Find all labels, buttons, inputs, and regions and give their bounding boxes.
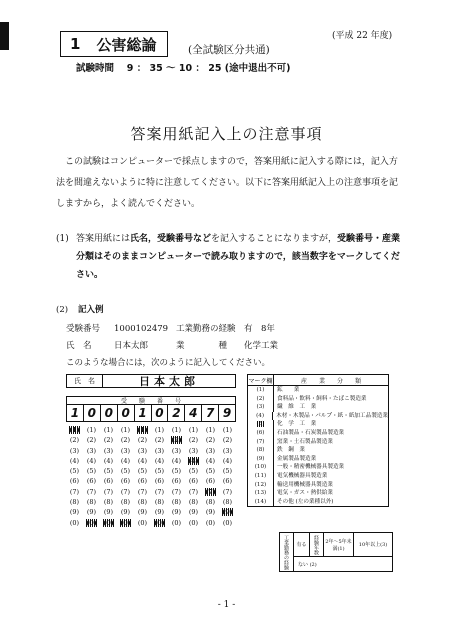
- bubble: (5): [154, 467, 165, 476]
- industry-mark: (3): [248, 403, 274, 412]
- bubble-row: [66, 446, 236, 456]
- bubble: (6): [69, 477, 80, 486]
- bubble: (3): [222, 446, 233, 455]
- mark-column-header: マーク欄: [248, 375, 274, 385]
- item-1-number: (1): [56, 234, 69, 244]
- industry-row: [248, 438, 388, 447]
- bubble-filled: (0): [154, 518, 165, 527]
- industry-mark: (6): [248, 429, 274, 438]
- bubble: (4): [205, 456, 216, 465]
- bubble-row: [66, 476, 236, 486]
- bubble: (4): [69, 456, 80, 465]
- bubble-filled: (9): [222, 508, 233, 517]
- bubble-filled: (4): [188, 456, 199, 465]
- bubble: (5): [222, 467, 233, 476]
- bubble: (2): [103, 436, 114, 445]
- industry-name: その他 (左の業種以外): [277, 498, 334, 505]
- bubble: (2): [86, 436, 97, 445]
- bubble: (9): [188, 508, 199, 517]
- bubble: (3): [205, 446, 216, 455]
- exam-digit: 0: [101, 405, 118, 421]
- exam-number-header: 受 験 番 号: [66, 396, 236, 405]
- bubble: (3): [120, 446, 131, 455]
- exam-digit: 0: [118, 405, 135, 421]
- example-exam-no-label: 受験番号: [66, 324, 101, 334]
- bubble: (6): [188, 477, 199, 486]
- exam-digit: 0: [84, 405, 101, 421]
- example-experience-label: 工業勤務の経験: [176, 324, 236, 334]
- bubble: (8): [222, 498, 233, 507]
- bubble: (8): [171, 498, 182, 507]
- industry-name: 化 学 工 業: [277, 421, 317, 428]
- bubble: (7): [103, 487, 114, 496]
- industry-mark: (1): [248, 386, 274, 395]
- bubble: (3): [103, 446, 114, 455]
- subject-box: [60, 31, 168, 57]
- industry-row: [248, 472, 388, 481]
- industry-row: [248, 498, 388, 507]
- exam-digit: 4: [185, 405, 202, 421]
- bubble-row: [66, 456, 236, 466]
- bubble: (1): [188, 426, 199, 434]
- industry-name: 輸送用機械器具製造業: [277, 481, 333, 488]
- industry-row: [248, 446, 388, 455]
- industry-row: [248, 395, 388, 404]
- bubble: (1): [120, 426, 131, 434]
- bubble: (8): [188, 498, 199, 507]
- bubble-row: [66, 507, 236, 517]
- bubble: (7): [188, 487, 199, 496]
- bubble: (0): [188, 518, 199, 527]
- bubble: (5): [205, 467, 216, 476]
- exam-digit: 1: [135, 405, 152, 421]
- work-experience-box: [279, 532, 393, 572]
- bubble: (9): [86, 508, 97, 517]
- bubble: (7): [69, 487, 80, 496]
- industry-name: 鉄 鋼 業: [277, 447, 305, 454]
- bubble: (7): [137, 487, 148, 496]
- bubble-row: [66, 425, 236, 435]
- bubble-filled: (0): [120, 518, 131, 527]
- industry-name: 食料品・飲料・飼料・たばこ製造業: [277, 395, 367, 402]
- industry-name: 木材・木製品・パルプ・紙・紙加工品製造業: [276, 412, 388, 419]
- industry-table-header: [248, 375, 388, 386]
- industry-name: 石油製品・石炭製品製造業: [277, 429, 345, 436]
- bubble: (1): [205, 426, 216, 434]
- industry-mark: (12): [248, 481, 274, 490]
- exam-year: (平成 22 年度): [332, 31, 393, 41]
- bubble: (4): [137, 456, 148, 465]
- bubble: (2): [205, 436, 216, 445]
- bubble: (0): [205, 518, 216, 527]
- bubble: (3): [137, 446, 148, 455]
- bubble: (3): [69, 446, 80, 455]
- bubble-filled: (0): [86, 518, 97, 527]
- bubble: (0): [171, 518, 182, 527]
- industry-name: 電気機械器具製造業: [277, 472, 328, 479]
- answer-sheet-example: [66, 374, 236, 534]
- exam-number-digits: [66, 405, 236, 422]
- example-industry-value: 化学工業: [244, 341, 279, 351]
- industry-mark: (9): [248, 455, 274, 464]
- bubble: (7): [154, 487, 165, 496]
- experience-body: [294, 533, 392, 571]
- example-industry-label: 業 種: [176, 341, 228, 351]
- bubble-filled: (1): [137, 426, 148, 434]
- industry-mark: (4): [248, 412, 273, 421]
- bubble: (1): [103, 426, 114, 434]
- exam-digit: 1: [67, 405, 84, 421]
- bubble: (8): [205, 498, 216, 507]
- industry-rows: [248, 386, 388, 506]
- bubble: (5): [86, 467, 97, 476]
- bubble-row: [66, 435, 236, 445]
- industry-column-header: 産 業 分 類: [300, 377, 361, 385]
- industry-name: 一般・精密機械器具製造業: [277, 464, 345, 471]
- bubble: (6): [137, 477, 148, 486]
- experience-yes-label: 有る: [294, 533, 310, 556]
- bubble: (3): [171, 446, 182, 455]
- bubble: (5): [137, 467, 148, 476]
- industry-name: 金属製品製造業: [277, 455, 317, 462]
- bubble: (3): [154, 446, 165, 455]
- industry-row: [248, 463, 388, 472]
- bubble: (5): [188, 467, 199, 476]
- black-margin-tab: [0, 22, 9, 50]
- bubble: (6): [222, 477, 233, 486]
- exam-number-bubble-grid: [66, 425, 236, 528]
- bubble: (7): [120, 487, 131, 496]
- industry-mark: (10): [248, 463, 274, 472]
- bubble: (9): [103, 508, 114, 517]
- subject-note: (全試験区分共通): [188, 44, 270, 56]
- page-title: 答案用紙記入上の注意事項: [130, 125, 323, 143]
- bubble: (2): [188, 436, 199, 445]
- exam-digit: 7: [202, 405, 219, 421]
- item-1-text-b: を記入することになりますが，: [211, 234, 338, 244]
- bubble: (4): [222, 456, 233, 465]
- bubble: (8): [154, 498, 165, 507]
- industry-name: 鉱 業: [277, 387, 300, 393]
- bubble-row: [66, 497, 236, 507]
- bubble: (3): [188, 446, 199, 455]
- bubble: (2): [69, 436, 80, 445]
- name-box: [66, 374, 236, 388]
- industry-mark: (14): [248, 498, 274, 507]
- bubble: (5): [120, 467, 131, 476]
- industry-name: 電気・ガス・熱供給業: [277, 490, 333, 497]
- industry-row: [248, 455, 388, 464]
- bubble: (7): [222, 487, 233, 496]
- bubble-filled: (0): [103, 518, 114, 527]
- example-instruction: このような場合には，次のように記入してください。: [66, 358, 271, 368]
- bubble: (9): [69, 508, 80, 517]
- exam-time: 試験時間 9 ： 35 〜 10 ： 25 (途中退出不可): [76, 63, 291, 74]
- example-name-value: 日本太郎: [114, 341, 149, 351]
- industry-row: [248, 386, 388, 395]
- bubble: (7): [171, 487, 182, 496]
- bubble-filled: (2): [171, 436, 182, 445]
- bubble: (5): [69, 467, 80, 476]
- bubble: (4): [120, 456, 131, 465]
- industry-mark-filled: (5): [248, 420, 274, 429]
- bubble: (5): [171, 467, 182, 476]
- industry-name: 窯業・土石製品製造業: [277, 438, 333, 445]
- exam-digit: 0: [152, 405, 169, 421]
- industry-row: [248, 420, 388, 429]
- bubble: (4): [171, 456, 182, 465]
- exam-digit: 9: [222, 406, 232, 420]
- experience-no-label: ない (2): [298, 561, 317, 568]
- bubble: (2): [137, 436, 148, 445]
- bubble: (1): [86, 426, 97, 434]
- experience-option-2: 10年以上(3): [358, 542, 388, 548]
- bubble: (4): [86, 456, 97, 465]
- bubble: (2): [222, 436, 233, 445]
- bubble: (9): [154, 508, 165, 517]
- bubble: (0): [222, 518, 233, 527]
- industry-classification-table: [247, 374, 389, 507]
- bubble: (8): [103, 498, 114, 507]
- page-number: - 1 -: [217, 600, 236, 610]
- item-1-bold-b: 受験番号・産業分類はそのままコンピューターで読み取りますので，該当数字をマークしてください。: [76, 234, 401, 280]
- industry-mark: (11): [248, 472, 274, 481]
- industry-row: [248, 403, 388, 412]
- bubble: (6): [120, 477, 131, 486]
- bubble: (0): [137, 518, 148, 527]
- experience-row-yes: [294, 533, 392, 557]
- experience-option-1: 2年〜5年未満(1): [324, 533, 354, 556]
- name-value: 日本太郎: [139, 375, 199, 388]
- industry-row: [248, 489, 388, 498]
- bubble: (0): [69, 518, 80, 527]
- industry-name: 繊 維 工 業: [277, 404, 317, 411]
- bubble: (1): [171, 426, 182, 434]
- item-2-heading: 記入例: [78, 305, 104, 315]
- bubble: (9): [205, 508, 216, 517]
- bubble: (8): [137, 498, 148, 507]
- industry-row: [248, 412, 388, 421]
- bubble: (2): [120, 436, 131, 445]
- experience-years-label: 経験年数: [310, 533, 324, 556]
- bubble-row: [66, 466, 236, 476]
- item-1-bold-a: 氏名，受験番号など: [130, 234, 212, 244]
- bubble-filled: (1): [69, 426, 80, 434]
- example-name-label: 氏 名: [66, 341, 92, 351]
- bubble: (9): [171, 508, 182, 517]
- item-1-text-a: 答案用紙には: [76, 234, 131, 244]
- bubble-row: [66, 518, 236, 528]
- instruction-item-2: [56, 302, 401, 372]
- bubble-filled: (7): [205, 487, 216, 496]
- bubble: (6): [171, 477, 182, 486]
- bubble: (9): [137, 508, 148, 517]
- bubble: (6): [154, 477, 165, 486]
- industry-mark: (8): [248, 446, 274, 455]
- industry-row: [248, 429, 388, 438]
- bubble: (1): [222, 426, 233, 434]
- industry-row: [248, 481, 388, 490]
- exam-digit: 2: [168, 405, 185, 421]
- name-label: 氏 名: [67, 375, 103, 387]
- bubble: (7): [86, 487, 97, 496]
- experience-vertical-label: 工業勤務の経験: [280, 533, 294, 571]
- bubble: (6): [205, 477, 216, 486]
- bubble: (9): [120, 508, 131, 517]
- industry-mark: (7): [248, 438, 274, 447]
- bubble: (4): [154, 456, 165, 465]
- bubble: (8): [86, 498, 97, 507]
- bubble-row: [66, 487, 236, 497]
- industry-mark: (13): [248, 489, 274, 498]
- subject-name: 公害総論: [96, 35, 157, 54]
- bubble: (8): [120, 498, 131, 507]
- bubble: (2): [154, 436, 165, 445]
- example-exam-no-value: 1000102479: [114, 324, 169, 334]
- bubble: (4): [103, 456, 114, 465]
- item-2-number: (2): [56, 305, 69, 315]
- intro-paragraph: この試験はコンピューターで採点しますので，答案用紙に記入する際には，記入方法を間違えないように特に注意してください。以下に答案用紙記入上の注意事項を記しますから，よく読んでください。: [56, 157, 399, 209]
- bubble: (6): [86, 477, 97, 486]
- example-experience-value: 有 8年: [244, 324, 275, 334]
- subject-number: 1: [70, 35, 81, 53]
- bubble: (3): [86, 446, 97, 455]
- bubble: (1): [154, 426, 165, 434]
- bubble: (6): [103, 477, 114, 486]
- industry-mark: (2): [248, 395, 274, 404]
- bubble: (5): [103, 467, 114, 476]
- bubble: (8): [69, 498, 80, 507]
- instruction-item-1: [56, 230, 401, 284]
